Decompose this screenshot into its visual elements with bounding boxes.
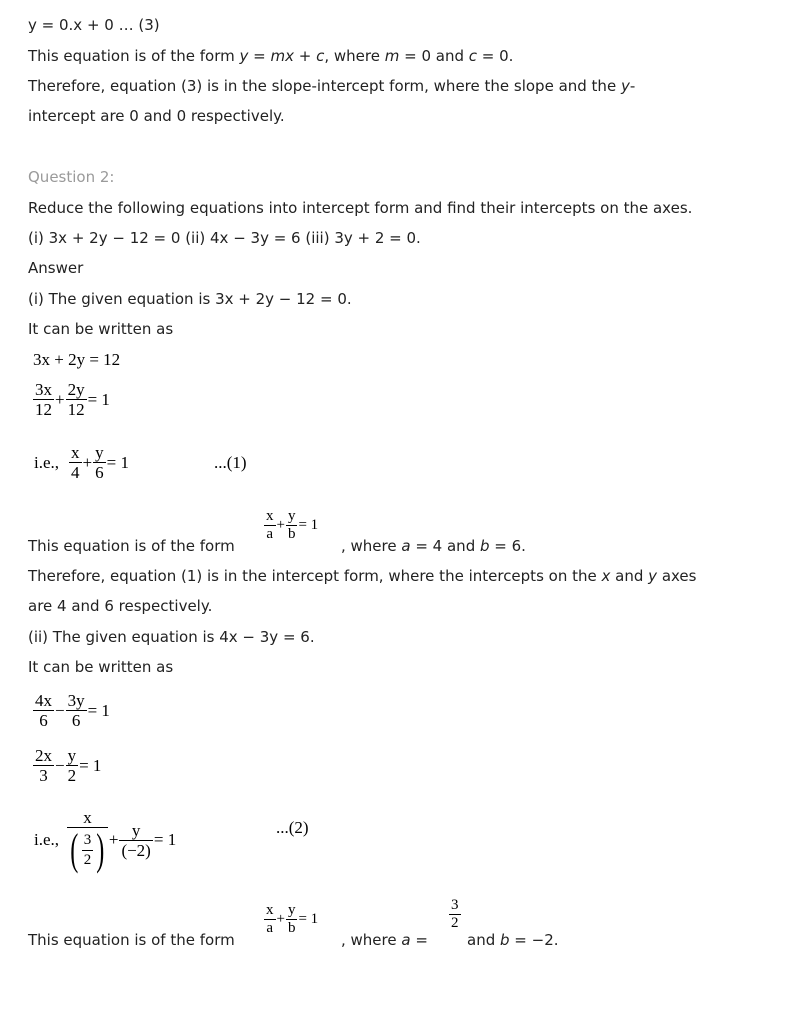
form-statement-1a: This equation is of the form <box>28 537 235 555</box>
general-intercept-form-1: $\frac{x}{a}$ + $\frac{y}{b}$ = 1 <box>266 508 319 542</box>
equation-2x-y: $\frac{2x}{3}$ − $\frac{y}{2}$ = 1 <box>35 746 102 785</box>
equation-1-tag: ...(1) <box>214 453 247 472</box>
form-statement: This equation is of the form y = mx + c, where m = 0 and c = 0. <box>28 47 514 65</box>
intercept-statement: intercept are 0 and 0 respectively. <box>28 107 285 125</box>
answer-label: Answer <box>28 259 84 277</box>
equation-1-intercept: i.e., $\frac{x}{4}$ + $\frac{y}{6}$ = 1 <box>34 443 129 482</box>
equation-3-line: y = 0.x + 0 … (3) <box>28 16 160 34</box>
written-as-1: It can be written as <box>28 320 174 338</box>
question-heading: Question 2: <box>28 168 115 186</box>
form-statement-2a: This equation is of the form <box>28 931 235 949</box>
form-statement-2c: and b = −2. <box>467 931 559 949</box>
form-statement-1b: , where a = 4 and b = 6. <box>341 537 526 555</box>
equation-2-tag: ...(2) <box>276 818 309 837</box>
intercepts-respectively-1: are 4 and 6 respectively. <box>28 597 213 615</box>
general-intercept-form-2: $\frac{x}{a}$ + $\frac{y}{b}$ = 1 <box>266 902 319 936</box>
therefore-intercept-1: Therefore, equation (1) is in the intercept form, where the intercepts on the x and y axes <box>28 567 697 585</box>
part-ii-given: (ii) The given equation is 4x − 3y = 6. <box>28 628 315 646</box>
equation-2-intercept: i.e., x ( $\frac{3}{2}$ ) + $\frac{y}{(-2)}$ = 1 <box>34 808 177 874</box>
therefore-statement: Therefore, equation (3) is in the slope-intercept form, where the slope and the y- <box>28 77 636 95</box>
question-text: Reduce the following equations into intercept form and find their intercepts on the axes. <box>28 199 693 217</box>
form-statement-2b: , where a = <box>341 931 428 949</box>
equation-fraction-12: $\frac{3x}{12}$ + $\frac{2y}{12}$ = 1 <box>35 380 110 419</box>
part-i-given: (i) The given equation is 3x + 2y − 12 = 0. <box>28 290 352 308</box>
equation-3x-2y-12: 3x + 2y = 12 <box>33 350 121 369</box>
equation-4x-3y: $\frac{4x}{6}$ − $\frac{3y}{6}$ = 1 <box>35 691 110 730</box>
written-as-2: It can be written as <box>28 658 174 676</box>
question-parts: (i) 3x + 2y − 12 = 0 (ii) 4x − 3y = 6 (iii) 3y + 2 = 0. <box>28 229 421 247</box>
a-value-fraction: $\frac{3}{2}$ <box>451 897 459 931</box>
